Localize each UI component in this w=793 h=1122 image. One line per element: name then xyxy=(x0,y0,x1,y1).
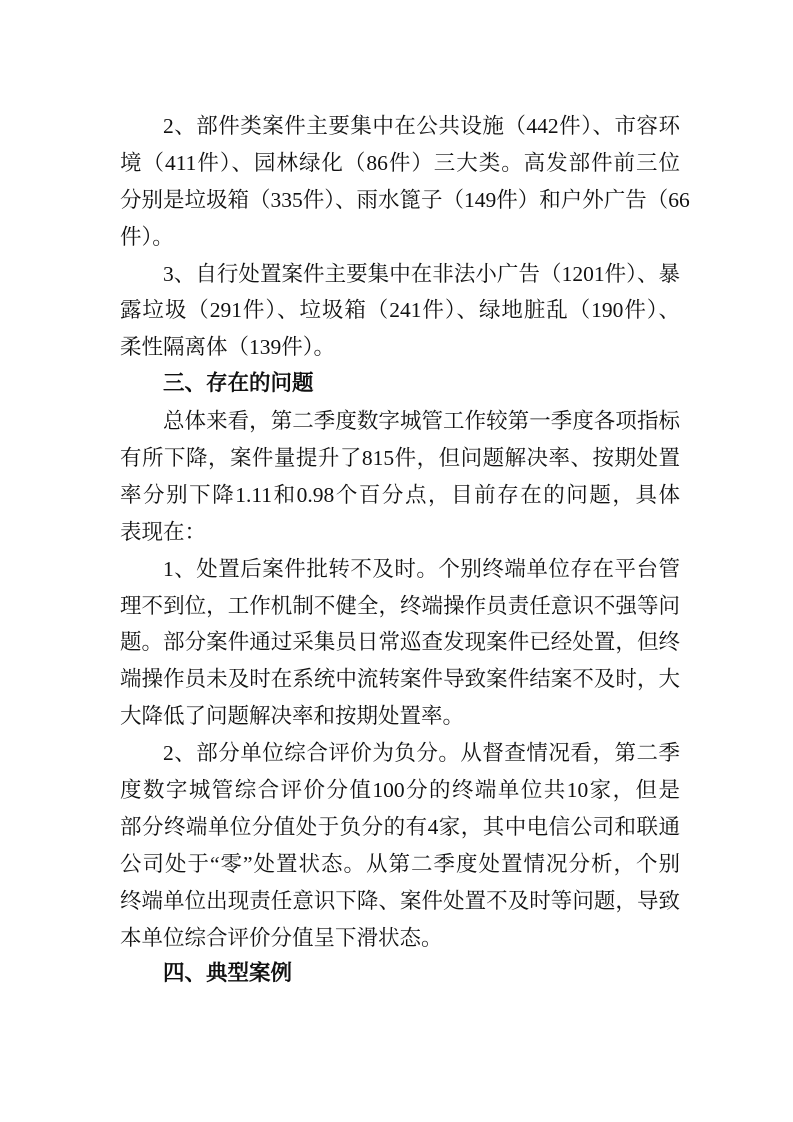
text-line: 3、自行处置案件主要集中在非法小广告（1201件）、暴 xyxy=(163,261,680,286)
text-line: 柔性隔离体（139件）。 xyxy=(120,335,336,360)
text-line: 表现在： xyxy=(120,519,207,544)
text-line: 理不到位，工作机制不健全，终端操作员责任意识不强等问 xyxy=(120,593,680,618)
text-line: 本单位综合评价分值呈下滑状态。 xyxy=(120,925,443,950)
text-line: 总体来看，第二季度数字城管工作较第一季度各项指标 xyxy=(163,409,680,434)
text-line: 公司处于“零”处置状态。从第二季度处置情况分析，个别 xyxy=(120,851,680,876)
text-line: 1、处置后案件批转不及时。个别终端单位存在平台管 xyxy=(163,556,680,581)
text-line: 题。部分案件通过采集员日常巡查发现案件已经处置，但终 xyxy=(120,630,680,655)
paragraph xyxy=(120,403,680,551)
document-page xyxy=(120,108,690,993)
text-line: 端操作员未及时在系统中流转案件导致案件结案不及时，大 xyxy=(120,667,680,692)
section-heading xyxy=(120,366,680,403)
text-line: 有所下降，案件量提升了815件，但问题解决率、按期处置 xyxy=(120,446,680,471)
paragraph xyxy=(120,256,680,367)
text-line: 露垃圾（291件）、垃圾箱（241件）、绿地脏乱（190件）、 xyxy=(120,298,680,323)
text-line: 终端单位出现责任意识下降、案件处置不及时等问题，导致 xyxy=(120,888,680,913)
text-line: 2、部件类案件主要集中在公共设施（442件）、市容环 xyxy=(163,114,680,138)
text-line: 部分终端单位分值处于负分的有4家，其中电信公司和联通 xyxy=(120,814,680,839)
text-line: 2、部分单位综合评价为负分。从督查情况看，第二季 xyxy=(163,741,680,766)
section-heading xyxy=(120,956,680,993)
paragraph xyxy=(120,108,690,256)
text-line: 大降低了问题解决率和按期处置率。 xyxy=(120,704,465,729)
paragraph xyxy=(120,735,680,956)
text-line: 境（411件）、园林绿化（86件）三大类。高发部件前三位 xyxy=(120,150,680,175)
text-line: 件）。 xyxy=(120,224,174,249)
text-line: 率分别下降1.11和0.98个百分点，目前存在的问题，具体 xyxy=(120,482,680,507)
text-line: 四、典型案例 xyxy=(163,961,293,987)
text-line: 三、存在的问题 xyxy=(163,371,314,397)
paragraph xyxy=(120,551,680,735)
text-line: 度数字城管综合评价分值100分的终端单位共10家，但是 xyxy=(120,778,680,803)
text-line: 分别是垃圾箱（335件）、雨水篦子（149件）和户外广告（66 xyxy=(120,187,690,212)
